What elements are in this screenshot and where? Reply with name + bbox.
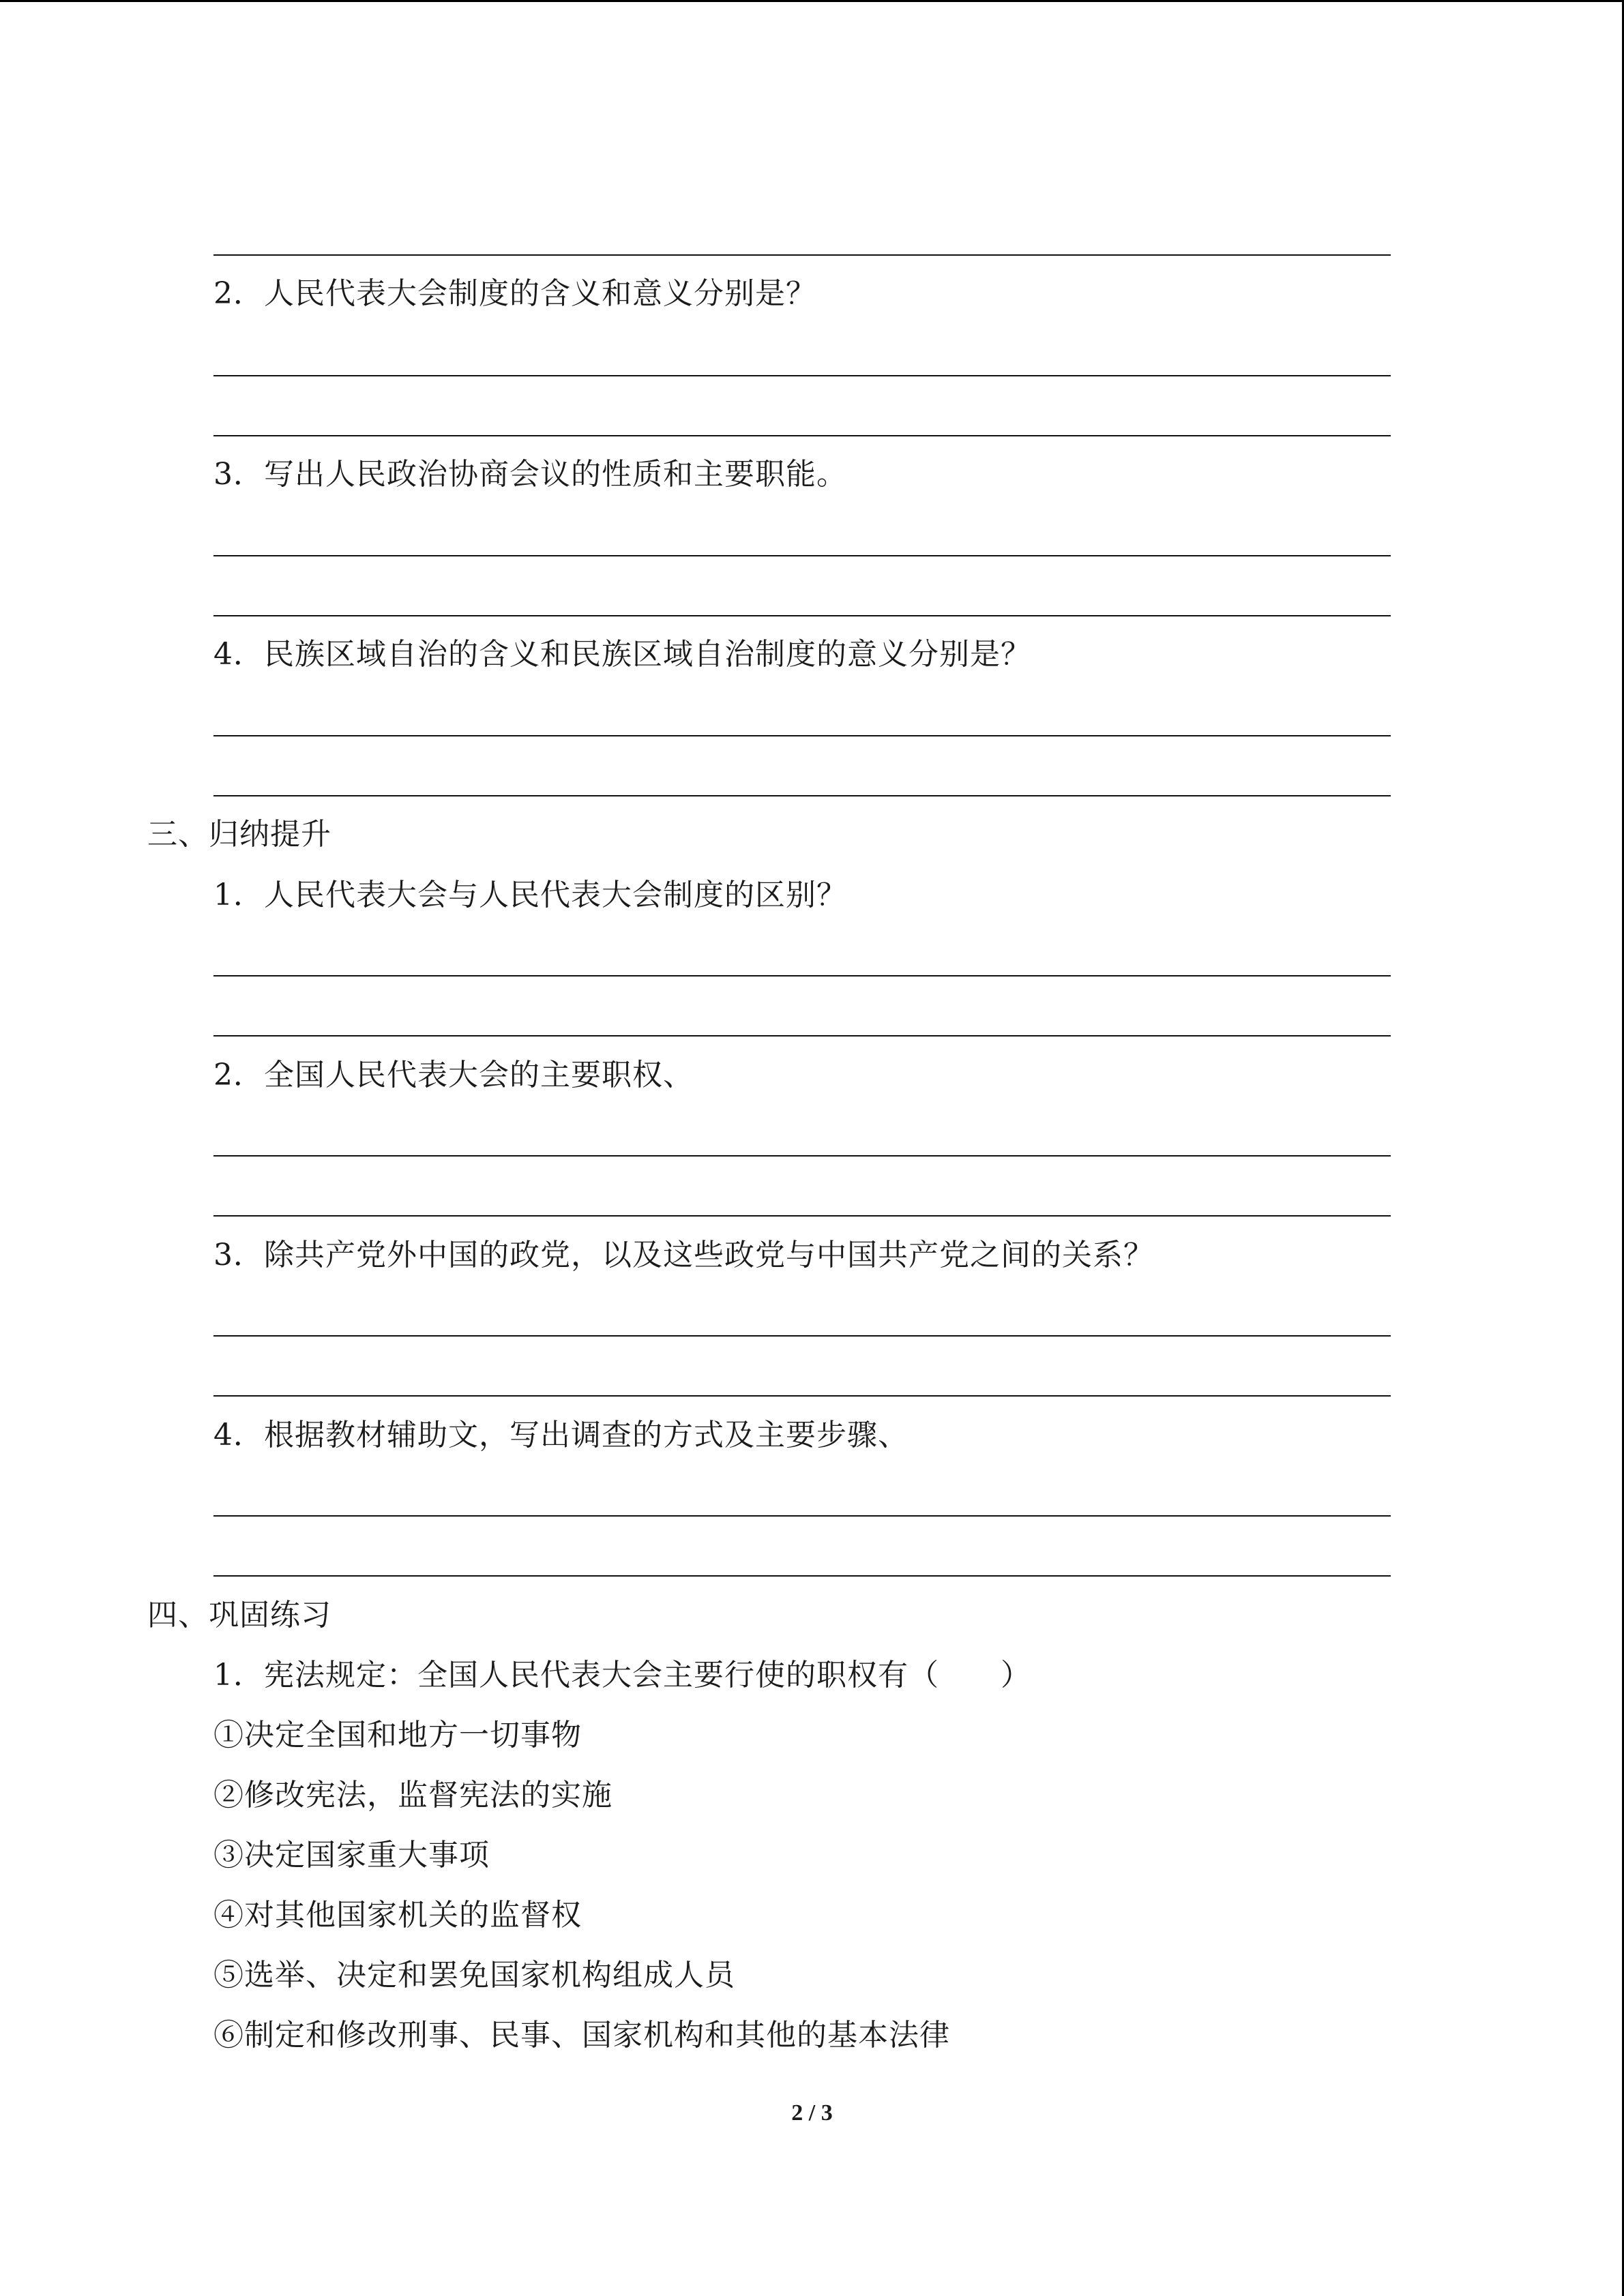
question-item: 4．根据教材辅助文，写出调查的方式及主要步骤、 bbox=[213, 1418, 909, 1452]
answer-line[interactable] bbox=[213, 1335, 1391, 1337]
answer-line[interactable] bbox=[213, 735, 1391, 736]
option-item: ②修改宪法，监督宪法的实施 bbox=[213, 1778, 612, 1813]
answer-line[interactable] bbox=[213, 254, 1391, 256]
question-item: 1．宪法规定：全国人民代表大会主要行使的职权有（ ） bbox=[213, 1658, 1031, 1693]
answer-line[interactable] bbox=[213, 1515, 1391, 1517]
page-border-top bbox=[0, 0, 1624, 2]
answer-line[interactable] bbox=[213, 795, 1391, 796]
page-number: 2 / 3 bbox=[791, 2100, 833, 2126]
option-item: ⑤选举、决定和罢免国家机构组成人员 bbox=[213, 1958, 735, 1993]
answer-line[interactable] bbox=[213, 1035, 1391, 1037]
answer-line[interactable] bbox=[213, 1575, 1391, 1577]
question-item: 3．除共产党外中国的政党，以及这些政党与中国共产党之间的关系？ bbox=[213, 1238, 1154, 1272]
question-item: 3．写出人民政治协商会议的性质和主要职能。 bbox=[213, 457, 847, 492]
answer-line[interactable] bbox=[213, 555, 1391, 556]
section-heading: 四、巩固练习 bbox=[147, 1598, 331, 1632]
answer-line[interactable] bbox=[213, 375, 1391, 376]
option-item: ③决定国家重大事项 bbox=[213, 1838, 490, 1873]
answer-line[interactable] bbox=[213, 435, 1391, 436]
question-item: 2．全国人民代表大会的主要职权、 bbox=[213, 1058, 694, 1092]
answer-line[interactable] bbox=[213, 1395, 1391, 1397]
answer-line[interactable] bbox=[213, 1155, 1391, 1157]
question-item: 2．人民代表大会制度的含义和意义分别是？ bbox=[213, 276, 816, 311]
answer-line[interactable] bbox=[213, 1215, 1391, 1217]
question-item: 1．人民代表大会与人民代表大会制度的区别？ bbox=[213, 878, 847, 912]
option-item: ①决定全国和地方一切事物 bbox=[213, 1718, 582, 1753]
answer-line[interactable] bbox=[213, 615, 1391, 616]
option-item: ⑥制定和修改刑事、民事、国家机构和其他的基本法律 bbox=[213, 2018, 950, 2053]
section-heading: 三、归纳提升 bbox=[147, 817, 331, 852]
answer-line[interactable] bbox=[213, 975, 1391, 976]
question-item: 4．民族区域自治的含义和民族区域自治制度的意义分别是？ bbox=[213, 637, 1031, 672]
option-item: ④对其他国家机关的监督权 bbox=[213, 1898, 582, 1933]
